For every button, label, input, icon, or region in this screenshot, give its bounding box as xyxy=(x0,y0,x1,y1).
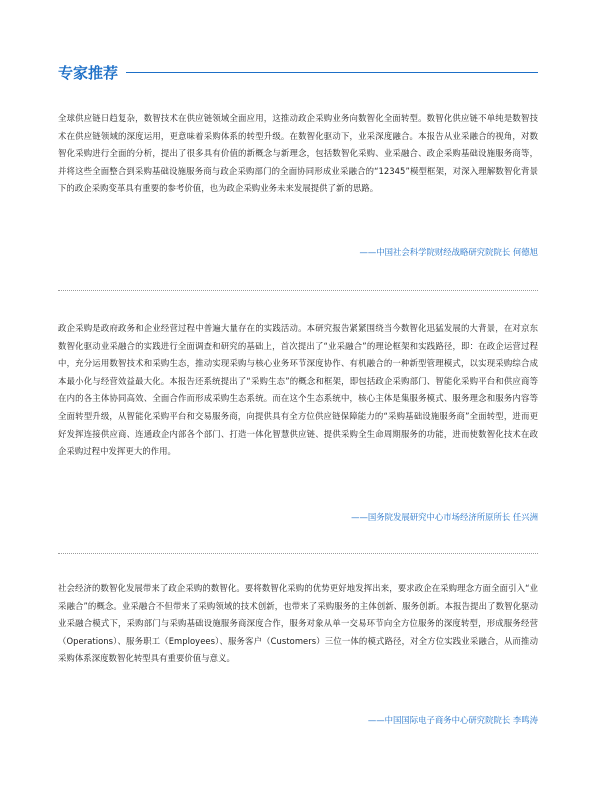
section-header xyxy=(58,62,538,82)
divider xyxy=(58,290,538,291)
section-title: 专家推荐 xyxy=(58,63,119,82)
recommendation-1 xyxy=(58,110,538,198)
divider xyxy=(58,553,538,554)
recommendation-signature: ——中国社会科学院财经战略研究院院长 何德旭 xyxy=(359,247,538,257)
recommendation-3 xyxy=(58,580,538,668)
recommendation-signature: ——国务院发展研究中心市场经济所原所长 任兴洲 xyxy=(351,512,538,522)
recommendation-text: 政企采购是政府政务和企业经营过程中普遍大量存在的实践活动。本研究报告紧紧围绕当今数智化迅猛发展的大背景，在对京东数智化驱动业采融合的实践进行全面调查和研究的基础上，首次提出了“业采融合”的理论框架和实践路径，即：在政企运营过程中，充分运用数智技术和采购生态，推动实现采购与核心业务环节深度协作、有机融合的一种新型管理模式，以实现采购综合成本最小化与经营效益最大化。本报告还系统提出了“采购生态”的概念和框架，即包括政企采购部门、智能化采购平台和供应商等在内的各主体协同高效、全面合作而形成采购生态系统。而在这个生态系统中，核心主体是集服务模式、服务理念和服务内容等全面转型升级，从智能化采购平台和交易服务商，向提供具有全方位供应链保障能力的“采购基础设施服务商”全面转型，进而更好发挥连接供应商、连通政企内部各个部门、打造一体化智慧供应链、提供采购全生命周期服务的功能，进而使数智化技术在政企采购过程中发挥更大的作用。 xyxy=(58,323,538,457)
title-rule xyxy=(126,72,538,73)
recommendation-text: 全球供应链日趋复杂，数智技术在供应链领域全面应用，这推动政企采购业务向数智化全面转型。数智化供应链不单纯是数智技术在供应链领域的深度运用，更意味着采购体系的转型升级。在数智化驱动下，业采深度融合。本报告从业采融合的视角，对数智化采购进行全面的分析，提出了很多具有价值的新概念与新理念，包括数智化采购、业采融合、政企采购基础设施服务商等，并将这些全面整合到采购基础设施服务商与政企采购部门的全面协同形成业采融合的“12345”模型框架，对深入理解数智化背景下的政企采购变革具有重要的参考价值，也为政企采购业务未来发展提供了新的思路。 xyxy=(58,113,538,194)
recommendation-2 xyxy=(58,320,538,461)
recommendation-text: 社会经济的数智化发展带来了政企采购的数智化。要将数智化采购的优势更好地发挥出来，要求政企在采购理念方面全面引入“业采融合”的概念。业采融合不但带来了采购领域的技术创新，也带来了采购服务的主体创新、服务创新。本报告提出了数智化驱动业采融合模式下，采购部门与采购基础设施服务商深度合作，服务对象从单一交易环节向全方位服务的深度转型，形成服务经营（Operations）、服务职工（Employees）、服务客户（Customers）三位一体的模式路径，对全方位实践业采融合，从而推动采购体系深度数智化转型具有重要价值与意义。 xyxy=(58,583,538,664)
recommendation-signature: ——中国国际电子商务中心研究院院长 李鸣涛 xyxy=(367,715,538,725)
